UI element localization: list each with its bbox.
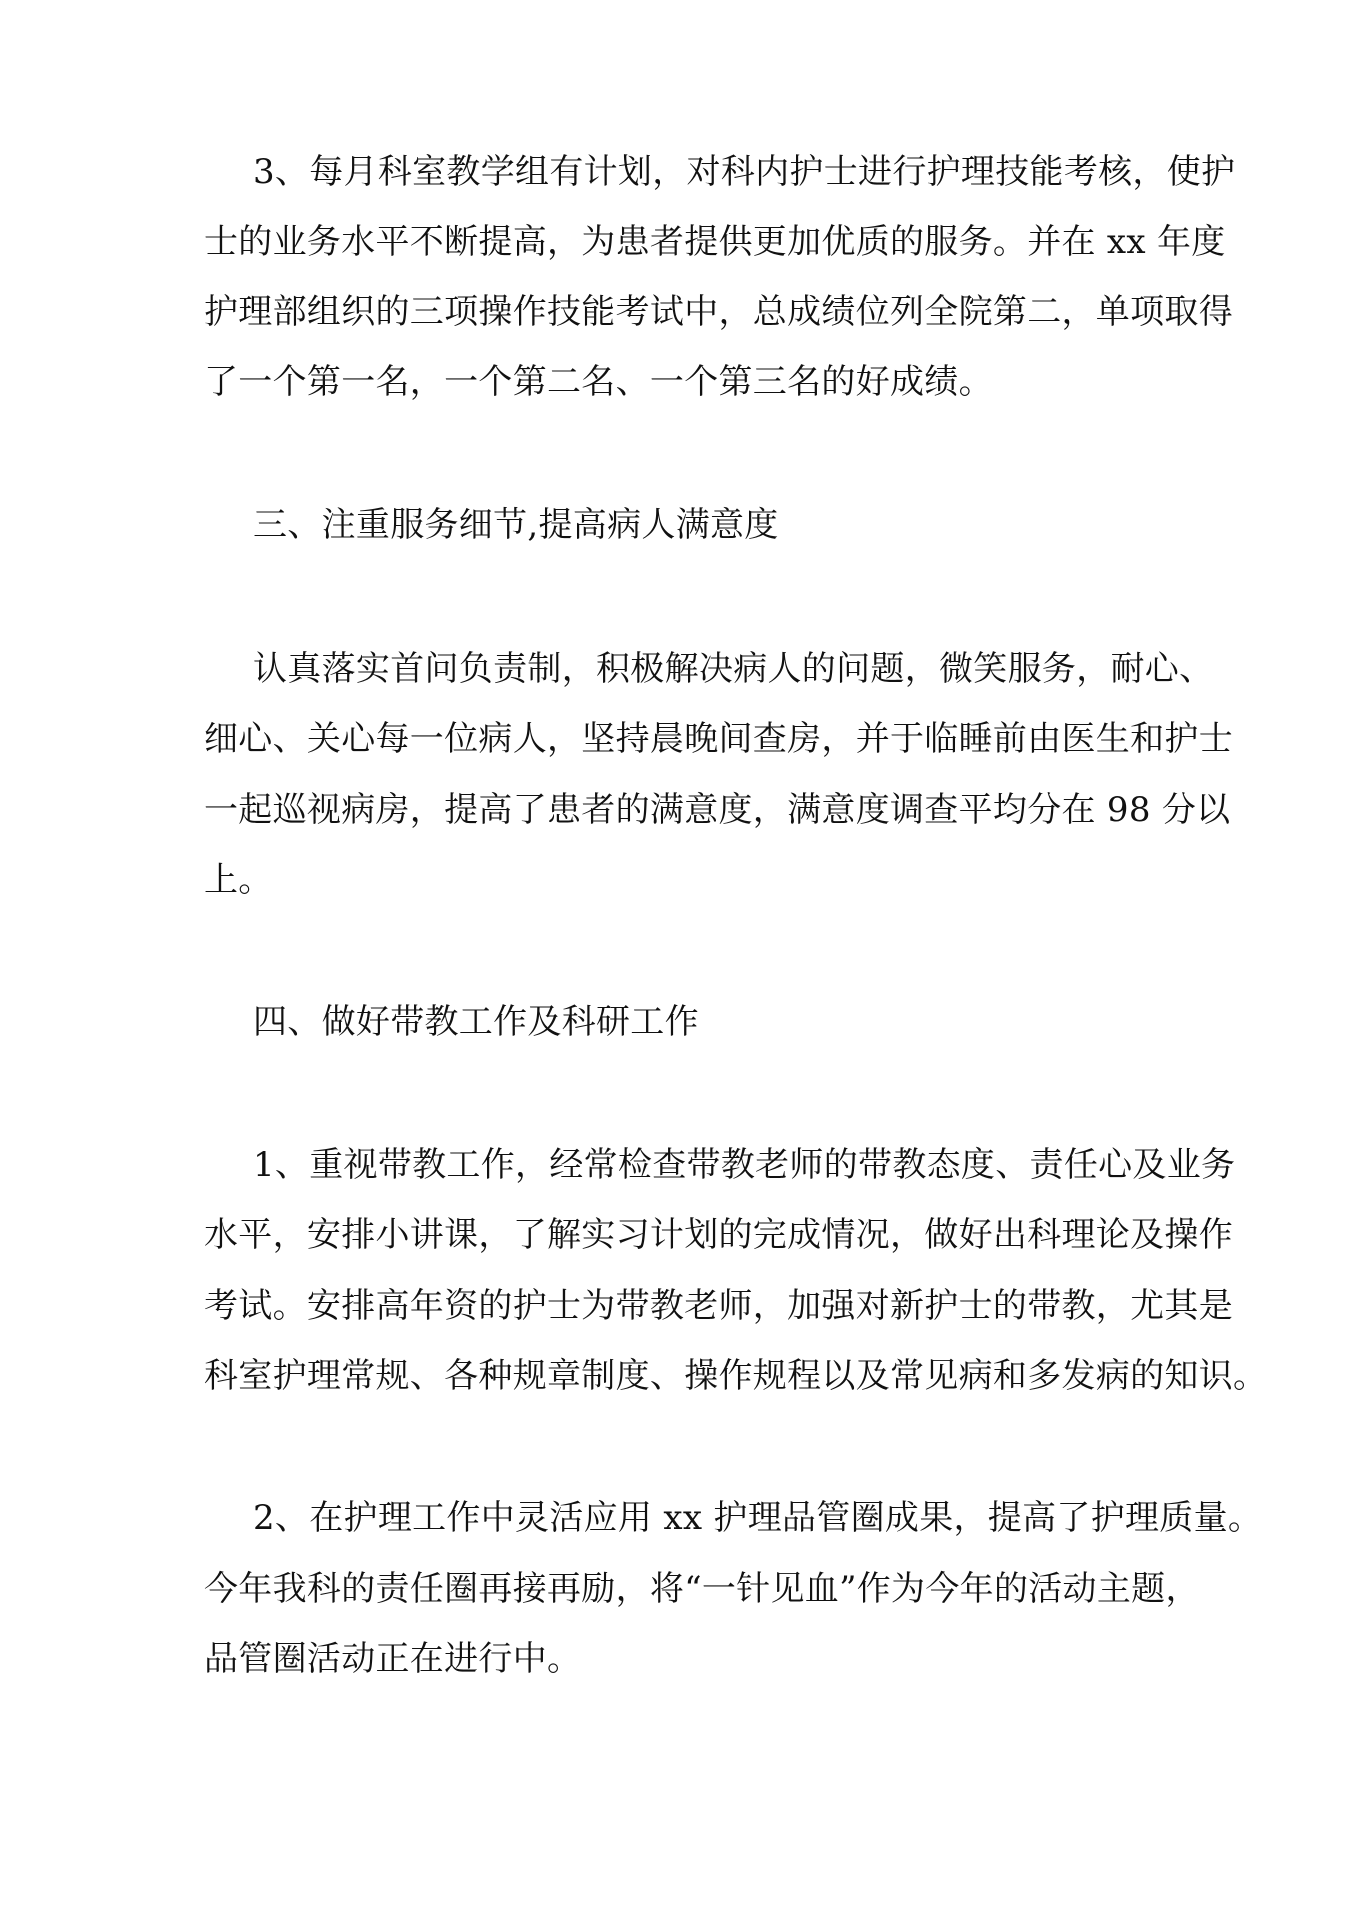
item-3-line-1: 3、每月科室教学组有计划，对科内护士进行护理技能考核，使护 [253,152,1236,192]
item-3-line-3: 护理部组织的三项操作技能考试中，总成绩位列全院第二，单项取得 [204,292,1233,332]
item-1-line-4: 科室护理常规、各种规章制度、操作规程以及常见病和多发病的知识。 [204,1356,1268,1396]
satisfaction-line-3: 一起巡视病房，提高了患者的满意度，满意度调查平均分在 98 分以 [204,790,1231,830]
satisfaction-line-2: 细心、关心每一位病人，坚持晨晚间查房，并于临睡前由医生和护士 [204,719,1233,759]
satisfaction-line-1: 认真落实首问负责制，积极解决病人的问题，微笑服务，耐心、 [253,649,1214,689]
satisfaction-line-4: 上。 [204,860,273,900]
item-2-line-2: 今年我科的责任圈再接再励，将“一针见血”作为今年的活动主题， [204,1569,1200,1609]
item-3-line-2: 士的业务水平不断提高，为患者提供更加优质的服务。并在 xx 年度 [204,222,1226,262]
item-2-line-3: 品管圈活动正在进行中。 [204,1639,582,1679]
item-1-line-2: 水平，安排小讲课，了解实习计划的完成情况，做好出科理论及操作 [204,1215,1233,1255]
section-heading-3: 三、注重服务细节,提高病人满意度 [253,505,779,545]
item-2-line-1: 2、在护理工作中灵活应用 xx 护理品管圈成果，提高了护理质量。 [253,1498,1263,1538]
item-3-line-4: 了一个第一名，一个第二名、一个第三名的好成绩。 [204,362,993,402]
item-1-line-1: 1、重视带教工作，经常检查带教老师的带教态度、责任心及业务 [253,1145,1236,1185]
item-1-line-3: 考试。安排高年资的护士为带教老师，加强对新护士的带教，尤其是 [204,1286,1233,1326]
section-heading-4: 四、做好带教工作及科研工作 [253,1002,699,1042]
